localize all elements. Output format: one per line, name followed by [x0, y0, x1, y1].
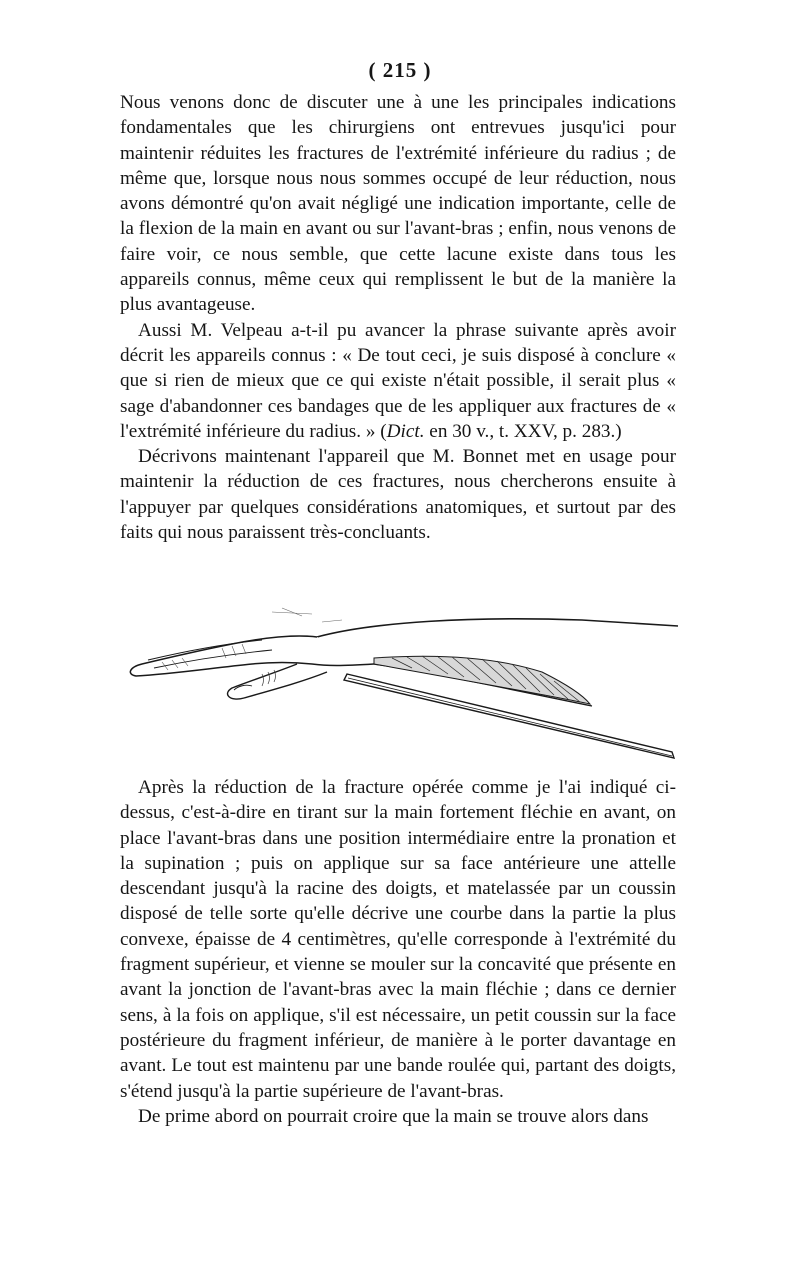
hand-splint-illustration	[112, 582, 680, 762]
paragraph-3: Décrivons maintenant l'appareil que M. Bonnet met en usage pour maintenir la réduction de ces fractures, nous chercherons ensuite à l'appuyer par quelques considérations anatomiques, et surtout par des faits qui nous paraissent très-concluants.	[120, 446, 676, 544]
text-block-bottom	[120, 775, 676, 1129]
paragraph-4: Après la réduction de la fracture opérée comme je l'ai indiqué ci-dessus, c'est-à-dire en tirant sur la main fortement fléchie en avant, on place l'avant-bras dans une position intermédiaire entre la pronation et la supination ; puis on applique sur sa face antérieure une attelle descendant jusqu'à la racine des doigts, et matelassée par un coussin disposé de telle sorte qu'elle décrive une courbe dans la partie la plus convexe, épaisse de 4 centimètres, qu'elle corresponde à l'extrémité du fragment supérieur, et vienne se mouler sur la concavité que présente en avant la jonction de l'avant-bras avec la main fléchie ; dans ce dernier sens, à la fois on applique, s'il est nécessaire, un petit coussin sur la face postérieure du fragment inférieur, de manière à le porter davantage en avant. Le tout est maintenu par une bande roulée qui, partant des doigts, s'étend jusqu'à la partie supérieure de l'avant-bras.	[120, 777, 676, 1102]
text-block-top	[120, 90, 676, 545]
paragraph-2-text: Aussi M. Velpeau a-t-il pu avancer la phrase suivante après avoir décrit les appareils connus : « De tout ceci, je suis disposé à conclure « que si rien de mieux que ce qui existe n'était possible, il serait plus « sage d'abandonner ces bandages que de les appliquer aux fractures de « l'extrémité inférieure du radius. »	[120, 319, 676, 442]
citation-open: (	[380, 420, 387, 442]
hand-splint-icon	[112, 582, 680, 762]
paragraph-2	[120, 318, 676, 444]
citation-work: Dict.	[386, 420, 425, 442]
citation-rest: en 30 v., t. XXV, p. 283.)	[424, 420, 622, 442]
paragraph-1: Nous venons donc de discuter une à une les principales indications fondamentales que les chirurgiens ont entrevues jusqu'ici pour maintenir réduites les fractures de l'extrémité inférieure du radius ; de même que, lorsque nous nous sommes occupé de leur réduction, nous avons démontré qu'on avait négligé une indication importante, celle de la flexion de la main en avant ou sur l'avant-bras ; enfin, nous venons de faire voir, ce nous semble, que cette lacune existe dans tous les appareils connus, même ceux qui remplissent le but de la manière la plus avantageuse.	[120, 92, 676, 316]
paragraph-5: De prime abord on pourrait croire que la main se trouve alors dans	[138, 1105, 649, 1127]
page-number: ( 215 )	[368, 58, 432, 82]
